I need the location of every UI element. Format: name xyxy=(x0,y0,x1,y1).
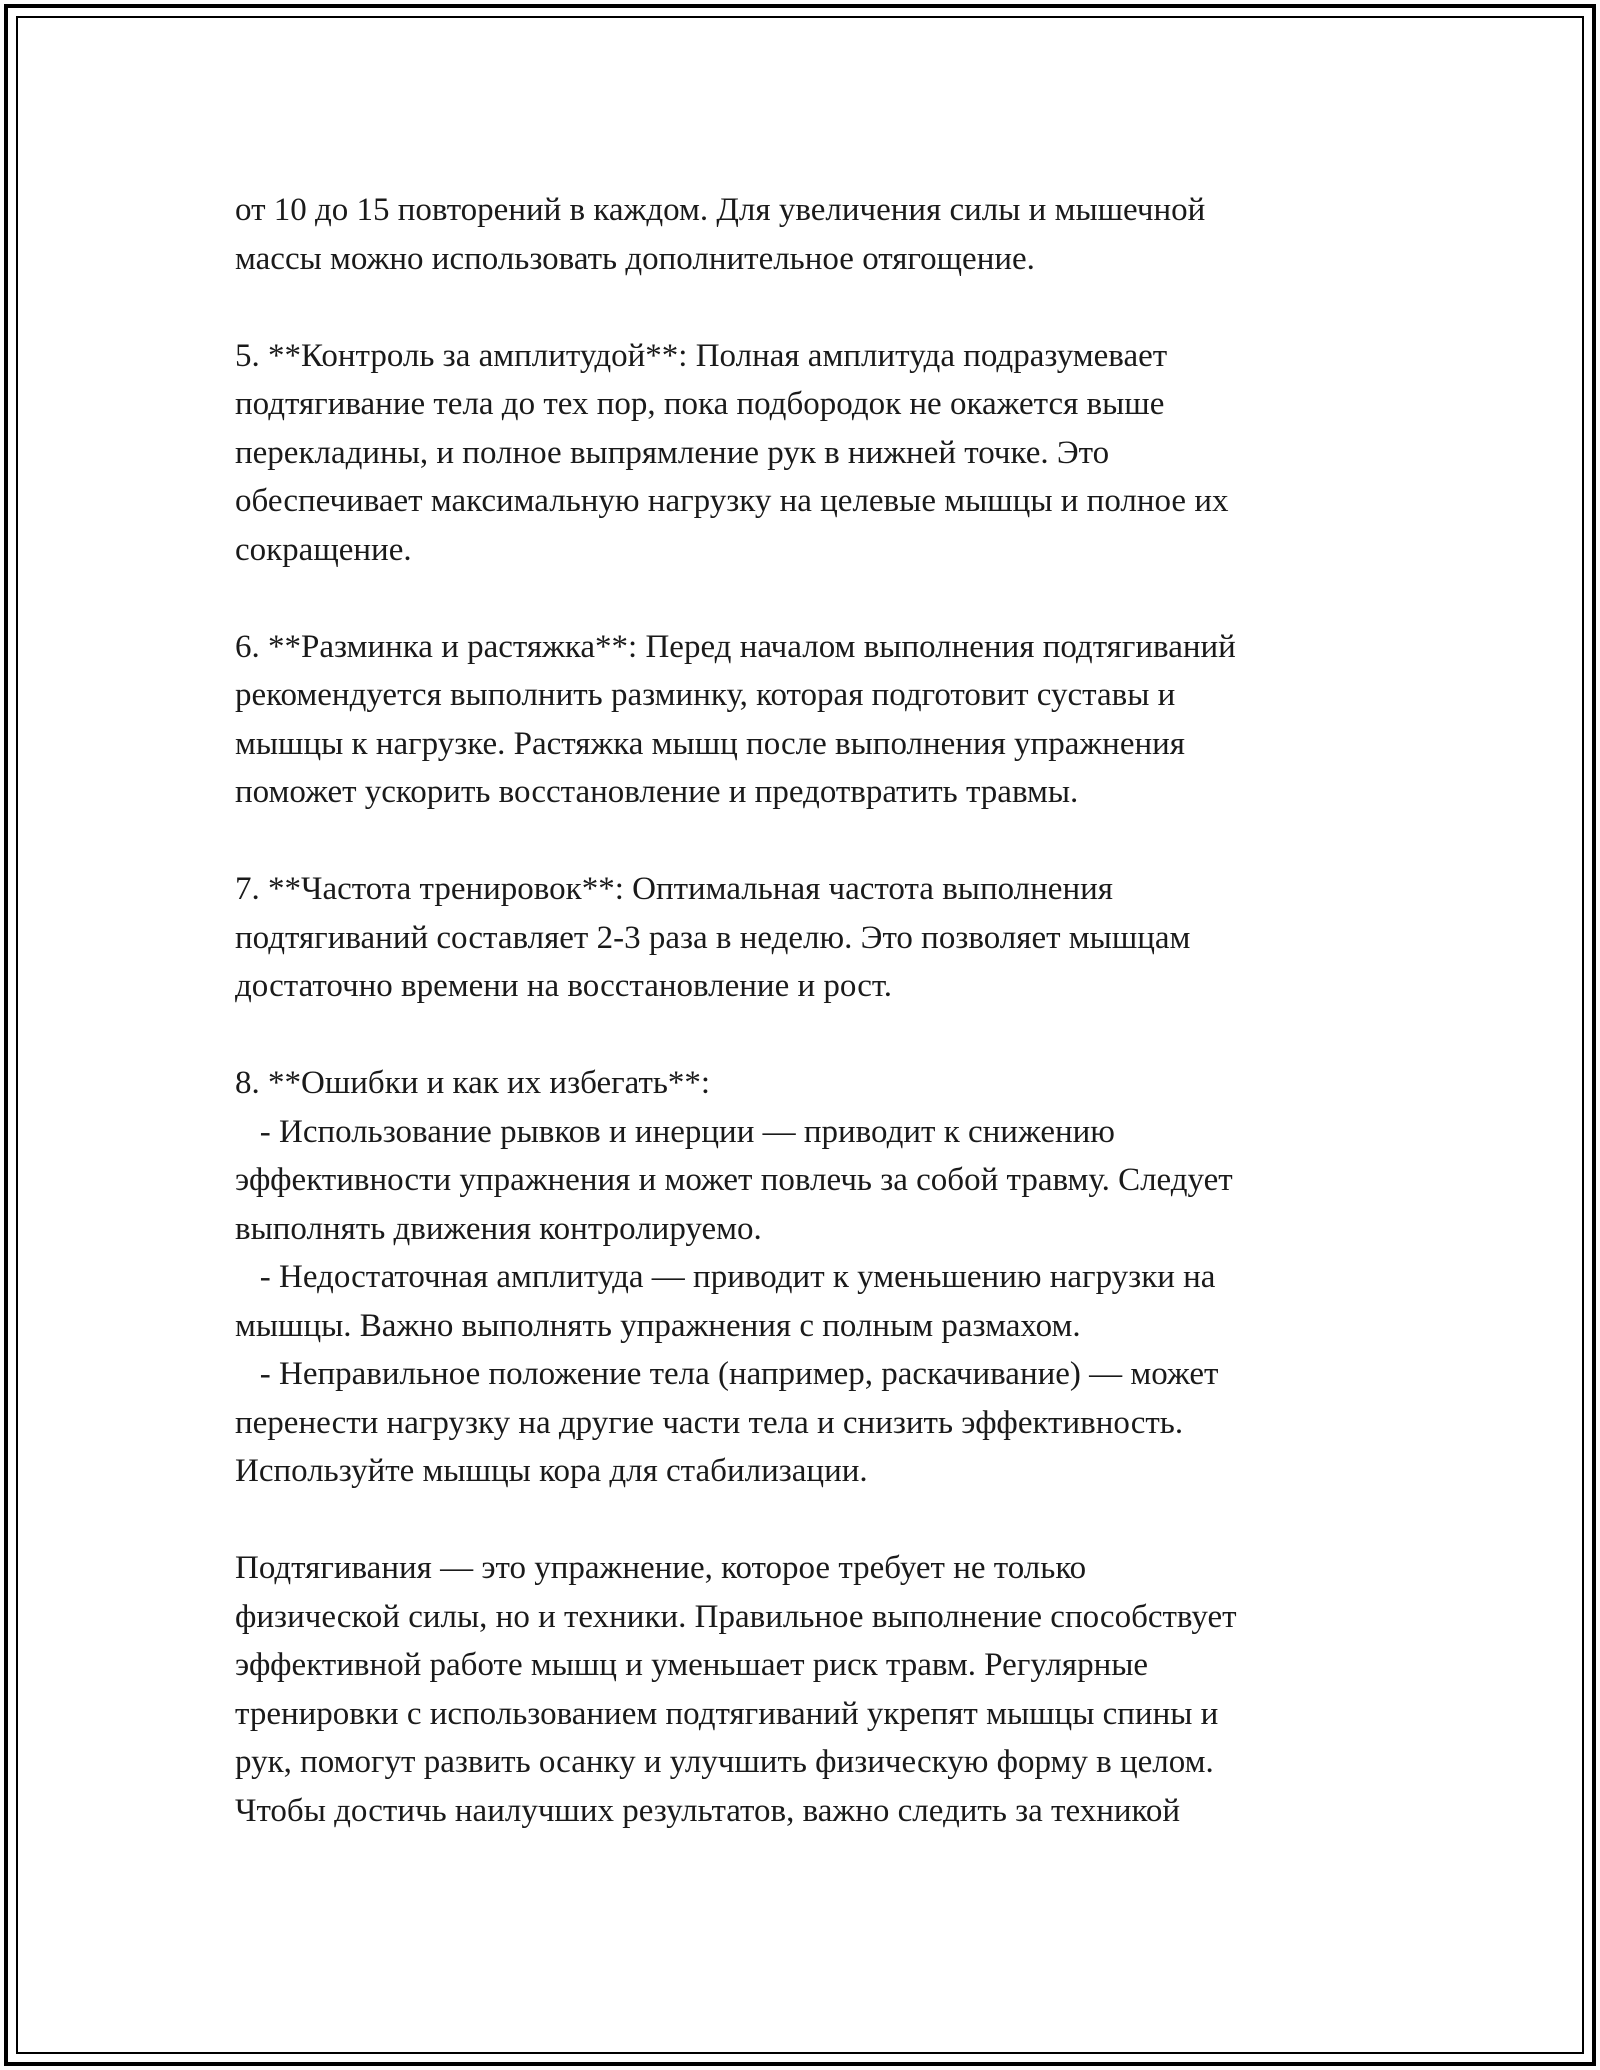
text-line: мышцы. Важно выполнять упражнения с полным размахом. xyxy=(235,1307,1081,1344)
text-line: достаточно времени на восстановление и рост. xyxy=(235,968,893,1004)
text-line: 6. **Разминка и растяжка**: Перед началом выполнения подтягиваний xyxy=(235,628,1236,665)
paragraph-gap xyxy=(235,574,1415,623)
text-line: сокращение. xyxy=(235,531,412,568)
paragraph-gap xyxy=(235,1011,1415,1060)
text-line: выполнять движения контролируемо. xyxy=(235,1210,762,1247)
text-line: обеспечивает максимальную нагрузку на целевые мышцы и полное их xyxy=(235,483,1229,519)
text-line: перекладины, и полное выпрямление рук в нижней точке. Это xyxy=(235,434,1110,471)
text-line: - Использование рывков и инерции — приводит к снижению xyxy=(235,1113,1115,1150)
text-line: 7. **Частота тренировок**: Оптимальная частота выполнения xyxy=(235,871,1113,907)
text-line: 5. **Контроль за амплитудой**: Полная амплитуда подразумевает xyxy=(235,337,1168,374)
text-line: эффективности упражнения и может повлечь за собой травму. Следует xyxy=(235,1162,1233,1198)
paragraph-gap xyxy=(235,817,1415,866)
text-line: - Неправильное положение тела (например, раскачивание) — может xyxy=(235,1356,1219,1392)
text-line: поможет ускорить восстановление и предотвратить травмы. xyxy=(235,774,1079,810)
text-line: Подтягивания — это упражнение, которое требует не только xyxy=(235,1550,1087,1586)
text-line: Чтобы достичь наилучших результатов, важно следить за техникой xyxy=(235,1792,1181,1829)
text-line: рук, помогут развить осанку и улучшить физическую форму в целом. xyxy=(235,1744,1214,1780)
text-line: - Недостаточная амплитуда — приводит к уменьшению нагрузки на xyxy=(235,1259,1216,1295)
text-line: подтягиваний составляет 2-3 раза в неделю. Это позволяет мышцам xyxy=(235,919,1191,956)
text-line: физической силы, но и техники. Правильное выполнение способствует xyxy=(235,1598,1237,1635)
text-line: подтягивание тела до тех пор, пока подбородок не окажется выше xyxy=(235,386,1165,422)
text-line: Используйте мышцы кора для стабилизации. xyxy=(235,1453,868,1489)
text-line: от 10 до 15 повторений в каждом. Для увеличения силы и мышечной xyxy=(235,192,1206,228)
text-line: перенести нагрузку на другие части тела и снизить эффективность. xyxy=(235,1404,1184,1441)
document-body xyxy=(235,186,1415,1835)
text-line: мышцы к нагрузке. Растяжка мышц после выполнения упражнения xyxy=(235,725,1185,762)
text-line: тренировки с использованием подтягиваний укрепят мышцы спины и xyxy=(235,1695,1219,1732)
text-line: массы можно использовать дополнительное отягощение. xyxy=(235,240,1035,277)
paragraph-gap xyxy=(235,1496,1415,1545)
text-line: рекомендуется выполнить разминку, которая подготовит суставы и xyxy=(235,677,1176,713)
paragraph-gap xyxy=(235,283,1415,332)
text-line: эффективной работе мышц и уменьшает риск травм. Регулярные xyxy=(235,1647,1149,1683)
text-line: 8. **Ошибки и как их избегать**: xyxy=(235,1065,711,1101)
